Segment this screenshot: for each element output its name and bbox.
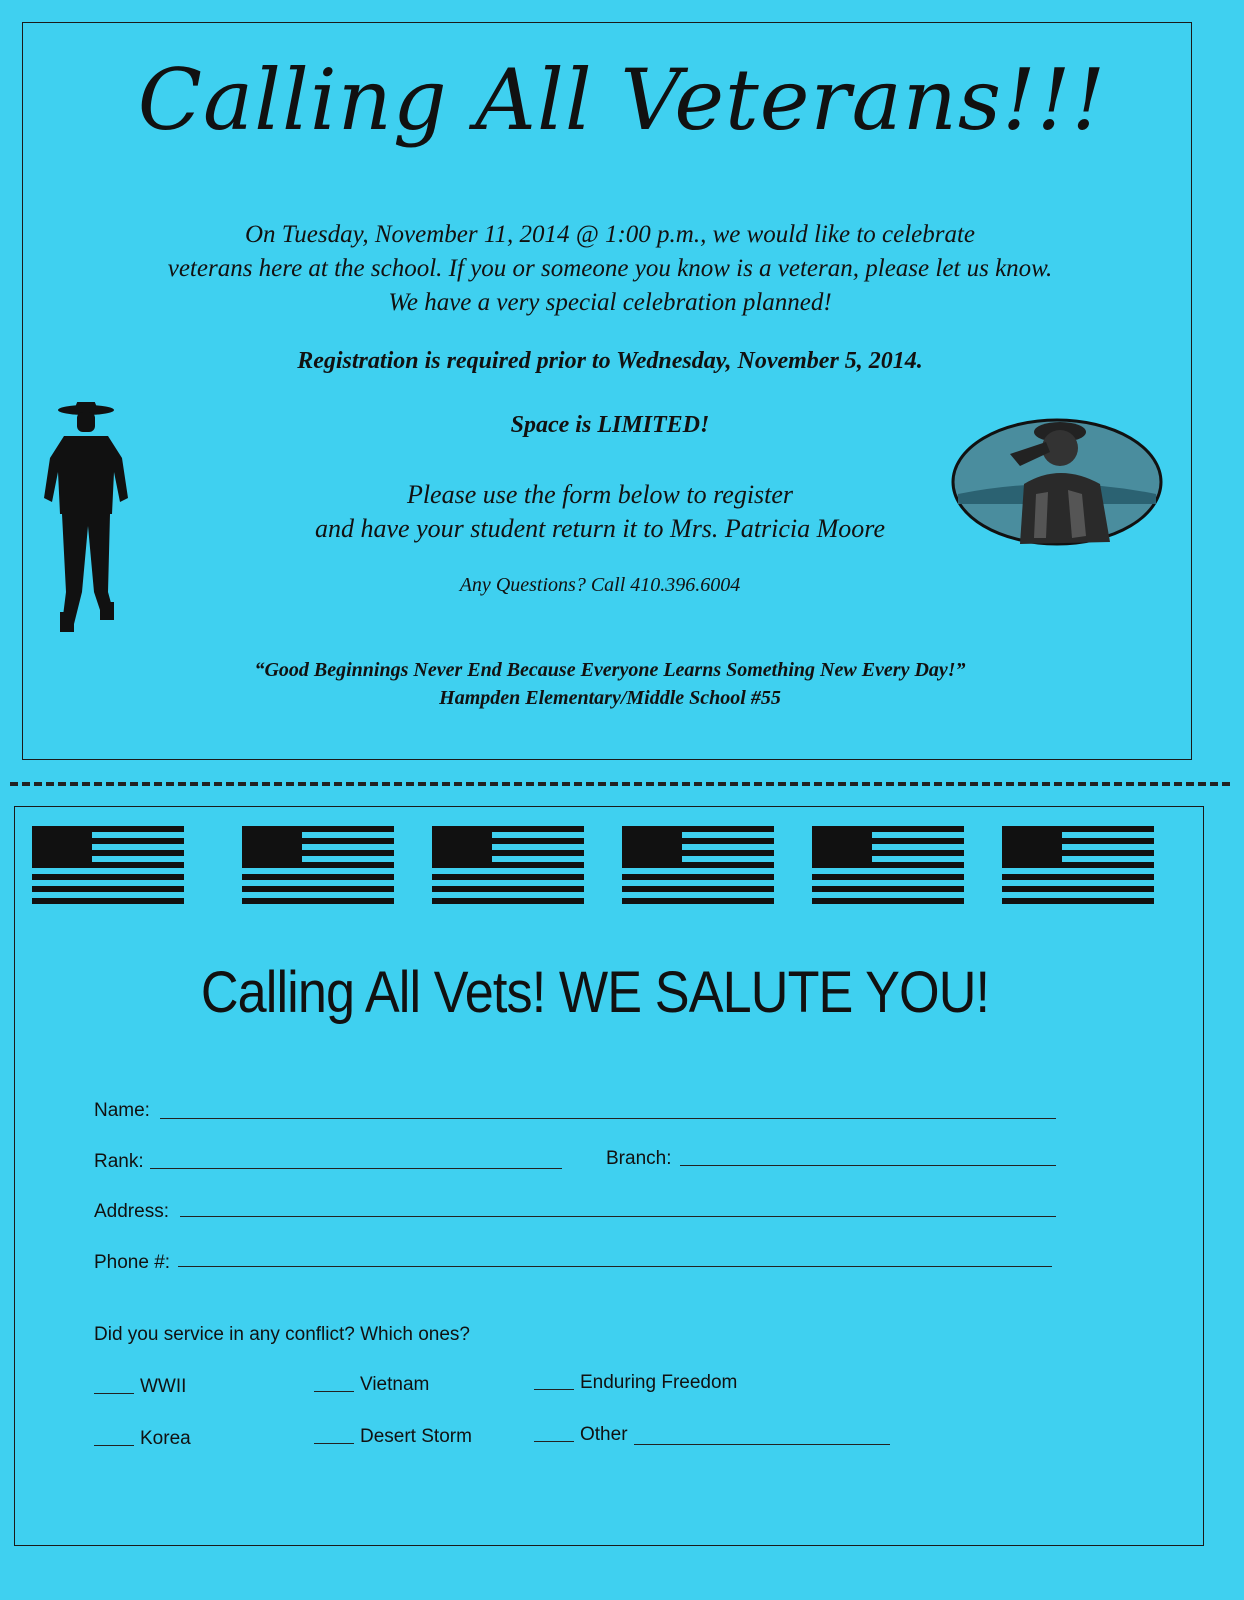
flyer-title: Calling All Veterans!!!	[137, 51, 1107, 149]
branch-label: Branch:	[606, 1148, 672, 1169]
american-flag-icon	[1002, 826, 1154, 906]
american-flag-icon	[242, 826, 394, 906]
rank-label: Rank:	[94, 1151, 144, 1172]
form-heading: Calling All Vets! WE SALUTE YOU!	[200, 960, 990, 1025]
checkbox-blank[interactable]	[534, 1441, 574, 1442]
american-flag-icon	[812, 826, 964, 906]
american-flag-icon	[432, 826, 584, 906]
intro-line-2: veterans here at the school. If you or someone you know is a veteran, please let us know.	[167, 255, 1053, 282]
option-desert-storm[interactable]: Desert Storm	[314, 1426, 472, 1448]
american-flag-icon	[622, 826, 774, 906]
space-notice: Space is LIMITED!	[510, 412, 710, 438]
use-form-line-1: Please use the form below to register	[406, 480, 794, 509]
branch-field[interactable]	[680, 1165, 1056, 1166]
name-field[interactable]	[160, 1118, 1056, 1119]
rank-field[interactable]	[150, 1168, 562, 1169]
option-enduring-freedom[interactable]: Enduring Freedom	[534, 1372, 737, 1394]
conflict-question: Did you service in any conflict? Which ones?	[94, 1324, 470, 1345]
phone-field[interactable]	[178, 1266, 1052, 1267]
saluting-soldier-icon	[950, 414, 1164, 550]
name-label: Name:	[94, 1100, 150, 1121]
intro-line-3: We have a very special celebration planned!	[388, 289, 832, 316]
american-flag-icon	[32, 826, 184, 906]
option-korea[interactable]: Korea	[94, 1428, 191, 1450]
school-name: Hampden Elementary/Middle School #55	[439, 687, 781, 709]
use-form-line-2: and have your student return it to Mrs. Patricia Moore	[314, 514, 885, 543]
use-form-text	[200, 478, 1000, 546]
soldier-silhouette-icon	[36, 402, 136, 642]
registration-deadline: Registration is required prior to Wednesday, November 5, 2014.	[297, 348, 923, 374]
cut-line	[10, 782, 1230, 786]
checkbox-blank[interactable]	[94, 1445, 134, 1446]
questions-contact: Any Questions? Call 410.396.6004	[459, 574, 741, 596]
intro-text	[80, 218, 1140, 320]
address-label: Address:	[94, 1201, 169, 1222]
option-other[interactable]: Other	[534, 1424, 628, 1446]
checkbox-blank[interactable]	[534, 1389, 574, 1390]
option-wwii[interactable]: WWII	[94, 1376, 186, 1398]
phone-label: Phone #:	[94, 1252, 171, 1273]
option-vietnam[interactable]: Vietnam	[314, 1374, 429, 1396]
intro-line-1: On Tuesday, November 11, 2014 @ 1:00 p.m., we would like to celebrate	[244, 221, 976, 248]
other-conflict-field[interactable]	[634, 1444, 890, 1445]
checkbox-blank[interactable]	[94, 1393, 134, 1394]
checkbox-blank[interactable]	[314, 1443, 354, 1444]
school-motto-block	[80, 656, 1140, 712]
flag-row	[0, 826, 1244, 916]
school-motto: “Good Beginnings Never End Because Everyone Learns Something New Every Day!”	[254, 659, 966, 681]
checkbox-blank[interactable]	[314, 1391, 354, 1392]
address-field[interactable]	[180, 1216, 1056, 1217]
